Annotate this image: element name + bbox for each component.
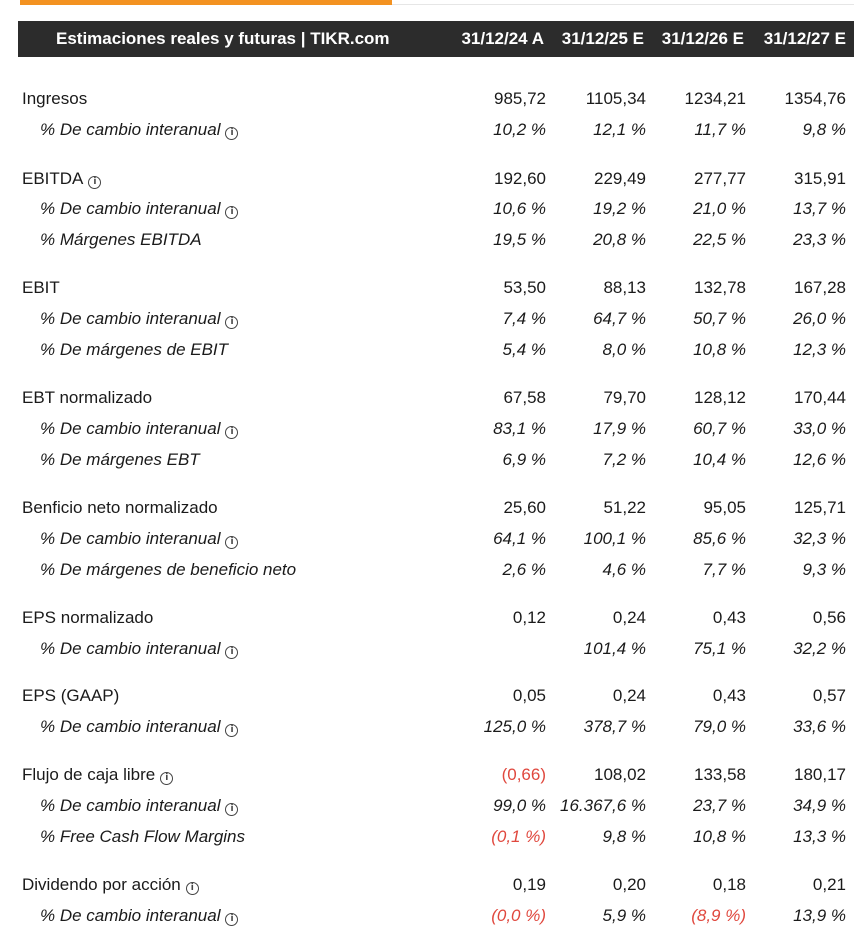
cell-value: 88,13 (603, 278, 646, 297)
cell-value: 83,1 % (493, 419, 546, 438)
cell-value: 180,17 (794, 765, 846, 784)
info-icon[interactable]: i (88, 176, 101, 189)
cell-value: 125,0 % (483, 717, 546, 736)
cell-value: 7,2 % (602, 450, 646, 469)
row-label (22, 681, 119, 711)
column-header-2025: 31/12/25 E (561, 29, 644, 48)
row-label (40, 414, 238, 444)
row-label-text: % De márgenes EBT (40, 450, 200, 469)
table-row (0, 414, 854, 444)
cell-value: 13,3 % (793, 827, 846, 846)
cell-value: 95,05 (703, 498, 746, 517)
cell-value: 7,7 % (702, 560, 746, 579)
cell-value: 51,22 (603, 498, 646, 517)
info-icon[interactable]: i (225, 127, 238, 140)
row-label-text: Dividendo por acción (22, 875, 181, 894)
cell-value: 22,5 % (693, 230, 746, 249)
cell-value: 1234,21 (684, 89, 746, 108)
row-label-text: % Free Cash Flow Margins (40, 827, 246, 846)
cell-value: 0,43 (712, 608, 746, 627)
cell-value: 167,28 (794, 278, 846, 297)
row-label (40, 335, 228, 365)
cell-value: 8,0 % (602, 340, 646, 359)
cell-value: 1105,34 (585, 89, 646, 108)
info-icon[interactable]: i (225, 803, 238, 816)
cell-value: 64,7 % (593, 309, 646, 328)
table-row (0, 681, 854, 711)
cell-value: 0,21 (812, 875, 846, 894)
info-icon[interactable]: i (225, 724, 238, 737)
cell-value: 170,44 (794, 388, 846, 407)
cell-value: 5,9 % (602, 906, 646, 925)
cell-value: 6,9 % (502, 450, 546, 469)
row-label (22, 164, 101, 194)
row-label-text: % De cambio interanual (40, 309, 221, 328)
row-label-text: % De cambio interanual (40, 529, 221, 548)
cell-value: 11,7 % (694, 120, 746, 139)
cell-value: 12,6 % (793, 450, 846, 469)
row-label-text: EPS normalizado (22, 608, 154, 627)
cell-value: 34,9 % (793, 796, 846, 815)
row-label-text: % De márgenes de beneficio neto (40, 560, 297, 579)
cell-value: 21,0 % (693, 199, 746, 218)
row-label-text: % De cambio interanual (40, 199, 221, 218)
info-icon[interactable]: i (225, 913, 238, 926)
row-label-text: Ingresos (22, 89, 88, 108)
cell-value: 19,5 % (493, 230, 546, 249)
cell-value: 64,1 % (493, 529, 546, 548)
row-label-text: EBITDA (22, 169, 84, 188)
table-row (0, 115, 854, 145)
cell-value: 108,02 (594, 765, 646, 784)
row-label (40, 225, 202, 255)
row-label-text: Flujo de caja libre (22, 765, 156, 784)
cell-value: 32,3 % (793, 529, 846, 548)
cell-value: 985,72 (494, 89, 546, 108)
table-row (0, 383, 854, 413)
table-row (0, 335, 854, 365)
column-header-2024: 31/12/24 A (461, 29, 544, 48)
cell-value: 132,78 (694, 278, 746, 297)
row-label (22, 603, 153, 633)
cell-value: 0,18 (712, 875, 746, 894)
cell-value: 9,8 % (802, 120, 846, 139)
row-label (40, 822, 245, 852)
table-row (0, 84, 854, 114)
cell-value: 10,8 % (693, 827, 746, 846)
cell-value: 0,57 (812, 686, 846, 705)
row-label-text: % De cambio interanual (40, 906, 221, 925)
cell-value: 0,56 (812, 608, 846, 627)
info-icon[interactable]: i (186, 882, 199, 895)
cell-value: (8,9 %) (691, 906, 746, 925)
row-label-text: Benficio neto normalizado (22, 498, 218, 517)
cell-value: 17,9 % (593, 419, 646, 438)
cell-value: 277,77 (694, 169, 746, 188)
cell-value: 378,7 % (583, 717, 646, 736)
row-label-text: % De cambio interanual (40, 717, 221, 736)
row-label-text: % De márgenes de EBIT (40, 340, 229, 359)
row-label-text: % Márgenes EBITDA (40, 230, 202, 249)
cell-value: 79,70 (603, 388, 646, 407)
row-label (40, 194, 238, 224)
table-row (0, 524, 854, 554)
cell-value: 53,50 (503, 278, 546, 297)
cell-value: 0,19 (512, 875, 546, 894)
cell-value: 67,58 (503, 388, 546, 407)
cell-value: 23,7 % (693, 796, 746, 815)
table-row (0, 304, 854, 334)
table-row (0, 445, 854, 475)
row-label-text: % De cambio interanual (40, 639, 221, 658)
row-label-text: EBT normalizado (22, 388, 153, 407)
cell-value: 23,3 % (793, 230, 846, 249)
row-label-text: % De cambio interanual (40, 419, 221, 438)
cell-value: 0,43 (712, 686, 746, 705)
cell-value: 315,91 (794, 169, 846, 188)
table-row (0, 712, 854, 742)
cell-value: 101,4 % (583, 639, 646, 658)
cell-value: 10,6 % (493, 199, 546, 218)
row-label (40, 712, 238, 742)
row-label (40, 115, 238, 145)
row-label (22, 870, 199, 900)
row-label (22, 493, 218, 523)
cell-value: (0,0 %) (491, 906, 546, 925)
row-label-text: % De cambio interanual (40, 120, 221, 139)
table-row (0, 791, 854, 821)
cell-value: 33,0 % (793, 419, 846, 438)
row-label (40, 304, 238, 334)
cell-value: 12,1 % (593, 120, 646, 139)
cell-value: 0,12 (512, 608, 546, 627)
info-icon[interactable]: i (225, 536, 238, 549)
table-row (0, 603, 854, 633)
cell-value: 75,1 % (693, 639, 746, 658)
table-row (0, 194, 854, 224)
cell-value: 2,6 % (502, 560, 546, 579)
row-label (40, 791, 238, 821)
row-label (22, 84, 87, 114)
cell-value: 10,4 % (693, 450, 746, 469)
info-icon[interactable]: i (160, 772, 173, 785)
table-row (0, 493, 854, 523)
cell-value: 50,7 % (693, 309, 746, 328)
cell-value: 125,71 (794, 498, 846, 517)
cell-value: 0,20 (612, 875, 646, 894)
row-label (22, 760, 173, 790)
cell-value: 19,2 % (593, 199, 646, 218)
table-row (0, 870, 854, 900)
row-label-text: EBIT (22, 278, 60, 297)
cell-value: 10,8 % (693, 340, 746, 359)
cell-value: 12,3 % (793, 340, 846, 359)
row-label (40, 634, 238, 664)
cell-value: 60,7 % (693, 419, 746, 438)
cell-value: 0,05 (512, 686, 546, 705)
cell-value: (0,1 %) (491, 827, 546, 846)
column-header-2026: 31/12/26 E (661, 29, 744, 48)
row-label-text: % De cambio interanual (40, 796, 221, 815)
cell-value: 79,0 % (693, 717, 746, 736)
row-label-text: EPS (GAAP) (22, 686, 120, 705)
cell-value: 133,58 (694, 765, 746, 784)
table-row (0, 555, 854, 585)
table-row (0, 273, 854, 303)
cell-value: 9,3 % (802, 560, 846, 579)
table-row (0, 634, 854, 664)
cell-value: 99,0 % (493, 796, 546, 815)
table-row (0, 225, 854, 255)
cell-value: 128,12 (694, 388, 746, 407)
cell-value: 13,7 % (793, 199, 846, 218)
table-row (0, 822, 854, 852)
info-icon[interactable]: i (225, 316, 238, 329)
cell-value: 13,9 % (793, 906, 846, 925)
row-label (22, 273, 60, 303)
info-icon[interactable]: i (225, 646, 238, 659)
cell-value: 26,0 % (793, 309, 846, 328)
cell-value: 10,2 % (493, 120, 546, 139)
info-icon[interactable]: i (225, 206, 238, 219)
column-header-2027: 31/12/27 E (763, 29, 846, 48)
cell-value: 32,2 % (793, 639, 846, 658)
row-label (22, 383, 152, 413)
cell-value: 5,4 % (502, 340, 546, 359)
row-label (40, 524, 238, 554)
cell-value: 4,6 % (602, 560, 646, 579)
info-icon[interactable]: i (225, 426, 238, 439)
table-row (0, 760, 854, 790)
cell-value: 7,4 % (502, 309, 546, 328)
cell-value: 16.367,6 % (559, 796, 646, 815)
row-label (40, 555, 296, 585)
table-row (0, 164, 854, 194)
cell-value: 25,60 (503, 498, 546, 517)
cell-value: 20,8 % (593, 230, 646, 249)
cell-value: 229,49 (594, 169, 646, 188)
table-row (0, 901, 854, 931)
cell-value: 192,60 (494, 169, 546, 188)
cell-value: (0,66) (501, 765, 546, 784)
cell-value: 9,8 % (602, 827, 646, 846)
cell-value: 33,6 % (793, 717, 846, 736)
row-label (40, 445, 200, 475)
cell-value: 85,6 % (693, 529, 746, 548)
cell-value: 0,24 (612, 686, 646, 705)
row-label (40, 901, 238, 931)
cell-value: 1354,76 (784, 89, 846, 108)
cell-value: 100,1 % (583, 529, 646, 548)
cell-value: 0,24 (612, 608, 646, 627)
table-title: Estimaciones reales y futuras | TIKR.com (56, 29, 390, 48)
